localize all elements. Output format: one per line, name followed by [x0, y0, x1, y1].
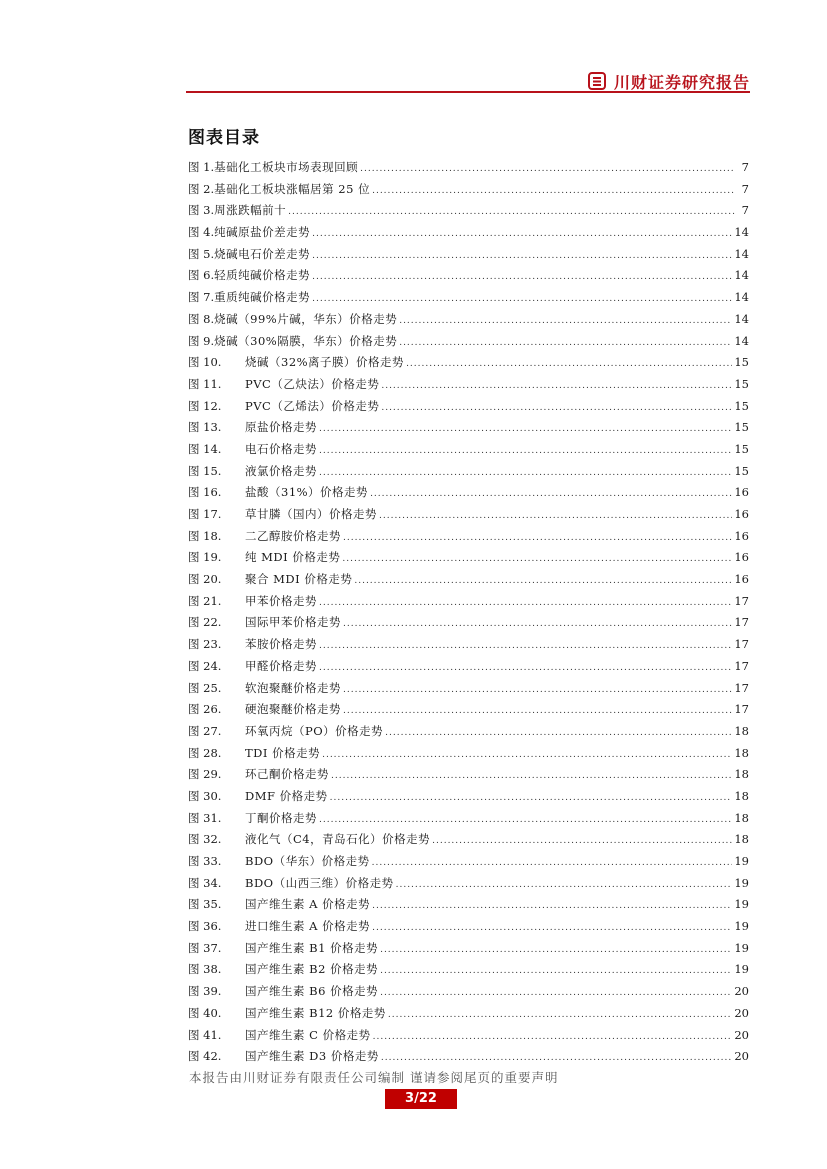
toc-entry-label: 国产维生素 B6 价格走势: [245, 984, 379, 999]
toc-page-number: 15: [734, 355, 749, 370]
toc-figure-number: 图 23.: [188, 637, 222, 652]
toc-dot-leader: [342, 549, 732, 571]
toc-entry[interactable]: [188, 851, 749, 873]
toc-page-number: 17: [734, 593, 749, 608]
toc-entry-label: TDI 价格走势: [245, 745, 321, 760]
toc-page-number: 18: [734, 832, 749, 847]
toc-page-number: 16: [734, 507, 749, 521]
toc-entry-label: 烧碱（30%隔膜，华东）价格走势: [214, 333, 398, 348]
toc-entry[interactable]: [188, 547, 749, 569]
toc-dot-leader: [343, 528, 732, 550]
toc-entry[interactable]: [188, 396, 749, 418]
toc-dot-leader: [432, 831, 732, 853]
toc-figure-number: 图 26.: [188, 702, 222, 717]
toc-figure-number: 图 9.: [188, 333, 215, 348]
chuancai-logo-icon: [588, 72, 606, 90]
toc-entry-label: 草甘膦（国内）价格走势: [245, 507, 377, 521]
toc-page-number: 16: [734, 572, 749, 587]
toc-dot-leader: [319, 463, 732, 485]
toc-entry-label: PVC（乙烯法）价格走势: [245, 398, 380, 413]
toc-dot-leader: [360, 159, 735, 181]
toc-page-number: 20: [734, 984, 749, 999]
toc-figure-number: 图 11.: [188, 376, 222, 391]
toc-entry-label: 环己酮价格走势: [245, 767, 329, 782]
toc-figure-number: 图 15.: [188, 463, 222, 478]
toc-figure-number: 图 27.: [188, 723, 222, 738]
toc-figure-number: 图 14.: [188, 441, 222, 456]
toc-figure-number: 图 41.: [188, 1027, 222, 1042]
toc-entry-label: 国产维生素 C 价格走势: [245, 1027, 371, 1042]
toc-entry-label: PVC（乙炔法）价格走势: [245, 376, 380, 391]
toc-entry[interactable]: [188, 699, 749, 721]
brand: [588, 70, 750, 92]
toc-entry[interactable]: [188, 244, 749, 266]
toc-dot-leader: [312, 224, 732, 246]
toc-entry[interactable]: [188, 656, 749, 678]
toc-entry-label: 甲醛价格走势: [245, 658, 317, 673]
toc-dot-leader: [380, 940, 732, 962]
toc-entry[interactable]: [188, 417, 749, 439]
toc-page-number: 19: [734, 919, 749, 934]
toc-page-number: 7: [741, 181, 749, 196]
toc-figure-number: 图 25.: [188, 680, 222, 695]
toc-entry-label: 盐酸（31%）价格走势: [245, 485, 369, 500]
toc-entry-label: 原盐价格走势: [245, 420, 317, 435]
toc-page-number: 18: [734, 788, 749, 803]
toc-dot-leader: [343, 614, 732, 636]
toc-figure-number: 图 21.: [188, 593, 222, 608]
toc-entry[interactable]: [188, 461, 749, 483]
toc-dot-leader: [399, 333, 732, 355]
toc-dot-leader: [354, 571, 732, 593]
toc-dot-leader: [312, 289, 732, 311]
toc-page-number: 14: [734, 268, 749, 283]
toc-entry-label: 重质纯碱价格走势: [214, 290, 311, 305]
toc-figure-number: 图 42.: [188, 1049, 222, 1064]
toc-page-number: 19: [734, 897, 749, 912]
toc-page-number: 15: [734, 376, 749, 391]
toc-dot-leader: [396, 875, 733, 897]
toc-entry[interactable]: [188, 439, 749, 461]
toc-dot-leader: [319, 419, 732, 441]
toc-dot-leader: [319, 658, 732, 680]
toc-figure-number: 图 18.: [188, 528, 222, 543]
toc-page-number: 16: [734, 485, 749, 500]
toc-page-number: 7: [741, 160, 749, 174]
toc-dot-leader: [372, 918, 732, 940]
toc-entry-label: 二乙醇胺价格走势: [245, 528, 341, 543]
toc-entry-label: 国产维生素 B1 价格走势: [245, 940, 379, 955]
toc-dot-leader: [381, 376, 732, 398]
toc-entry-label: 聚合 MDI 价格走势: [245, 572, 353, 587]
toc-dot-leader: [372, 181, 735, 203]
toc-entry[interactable]: [188, 374, 749, 396]
toc-figure-number: 图 40.: [188, 1005, 222, 1020]
toc-dot-leader: [330, 788, 733, 810]
toc-figure-number: 图 28.: [188, 745, 222, 760]
toc-entry-label: 纯 MDI 价格走势: [245, 550, 341, 565]
toc-entry[interactable]: [188, 504, 749, 526]
toc-title: 图表目录: [188, 128, 260, 148]
toc-entry-label: 硬泡聚醚价格走势: [245, 702, 341, 717]
toc-entry-label: 周涨跌幅前十: [214, 203, 287, 218]
toc-entry-label: 液氯价格走势: [245, 463, 317, 478]
toc-figure-number: 图 39.: [188, 984, 222, 999]
toc-entry-label: 液化气（C4，青岛石化）价格走势: [245, 832, 431, 847]
toc-entry-label: DMF 价格走势: [245, 788, 328, 803]
toc-dot-leader: [373, 1027, 733, 1049]
toc-entry[interactable]: [188, 764, 749, 786]
toc-entry-label: 轻质纯碱价格走势: [214, 268, 311, 283]
toc-page-number: 18: [734, 723, 749, 738]
toc-page-number: 20: [734, 1049, 749, 1064]
toc-figure-number: 图 33.: [188, 854, 222, 868]
page-number-badge: 3/22: [385, 1089, 457, 1109]
toc-dot-leader: [380, 961, 732, 983]
toc-figure-number: 图 16.: [188, 485, 222, 500]
toc-figure-number: 图 30.: [188, 788, 222, 803]
toc-dot-leader: [322, 745, 732, 767]
toc-figure-number: 图 37.: [188, 940, 222, 955]
toc-page-number: 15: [734, 398, 749, 413]
toc-figure-number: 图 8.: [188, 311, 215, 326]
toc-dot-leader: [406, 354, 732, 376]
toc-figure-number: 图 10.: [188, 355, 222, 370]
toc-page-number: 17: [734, 680, 749, 695]
toc-entry[interactable]: [188, 1046, 749, 1068]
toc-entry[interactable]: [188, 873, 749, 895]
toc-page-number: 18: [734, 810, 749, 825]
toc-dot-leader: [372, 896, 732, 918]
toc-entry[interactable]: [188, 612, 749, 634]
toc-entry[interactable]: [188, 569, 749, 591]
toc-page-number: 14: [734, 333, 749, 348]
toc-entry[interactable]: [188, 829, 749, 851]
toc-figure-number: 图 19.: [188, 550, 222, 565]
toc-page-number: 18: [734, 745, 749, 760]
toc-entry[interactable]: [188, 1025, 749, 1047]
toc-page-number: 19: [734, 875, 749, 890]
toc-page-number: 15: [734, 420, 749, 435]
toc-page-number: 19: [734, 854, 749, 868]
header-divider: [186, 91, 750, 93]
brand-text: 川财证券研究报告: [613, 72, 750, 92]
toc-entry-label: 国产维生素 B12 价格走势: [245, 1005, 386, 1020]
toc-page-number: 17: [734, 637, 749, 652]
toc-figure-number: 图 12.: [188, 398, 222, 413]
toc-figure-number: 图 6.: [188, 268, 215, 283]
toc-page-number: 20: [734, 1027, 749, 1042]
toc-entry[interactable]: [188, 786, 749, 808]
toc-dot-leader: [381, 398, 732, 420]
toc-entry[interactable]: [188, 157, 749, 179]
toc-figure-number: 图 3.: [188, 203, 215, 218]
toc-page-number: 17: [734, 702, 749, 717]
toc-entry-label: 烧碱（99%片碱，华东）价格走势: [214, 311, 398, 326]
toc-entry-label: 甲苯价格走势: [245, 593, 317, 608]
toc-figure-number: 图 2.: [188, 181, 215, 196]
toc-dot-leader: [319, 593, 732, 615]
toc-page-number: 15: [734, 463, 749, 478]
toc-dot-leader: [319, 636, 732, 658]
toc-dot-leader: [370, 484, 732, 506]
toc-figure-number: 图 1.: [188, 160, 215, 174]
toc-entry[interactable]: [188, 916, 749, 938]
page-header: [0, 0, 827, 100]
toc-entry[interactable]: [188, 352, 749, 374]
toc-entry[interactable]: [188, 743, 749, 765]
toc-figure-number: 图 13.: [188, 420, 222, 435]
toc-entry-label: 基础化工板块涨幅居第 25 位: [214, 181, 371, 196]
toc-page-number: 17: [734, 615, 749, 630]
toc-entry[interactable]: [188, 1003, 749, 1025]
toc-page-number: 16: [734, 528, 749, 543]
toc-entry[interactable]: [188, 287, 749, 309]
figure-toc-list: [188, 157, 749, 1068]
toc-entry[interactable]: [188, 179, 749, 201]
toc-entry-label: 国产维生素 D3 价格走势: [245, 1049, 379, 1064]
toc-dot-leader: [380, 983, 732, 1005]
toc-page-number: 19: [734, 940, 749, 955]
toc-entry[interactable]: [188, 222, 749, 244]
toc-entry[interactable]: [188, 482, 749, 504]
toc-entry[interactable]: [188, 591, 749, 613]
toc-page-number: 19: [734, 962, 749, 977]
toc-dot-leader: [319, 810, 732, 832]
toc-figure-number: 图 5.: [188, 246, 215, 261]
toc-figure-number: 图 24.: [188, 658, 222, 673]
toc-page-number: 14: [734, 225, 749, 240]
toc-entry-label: 基础化工板块市场表现回顾: [214, 160, 359, 174]
toc-entry[interactable]: [188, 200, 749, 222]
toc-figure-number: 图 31.: [188, 810, 222, 825]
toc-page-number: 20: [734, 1005, 749, 1020]
toc-entry-label: 环氧丙烷（PO）价格走势: [245, 723, 384, 738]
toc-entry[interactable]: [188, 331, 749, 353]
toc-entry[interactable]: [188, 721, 749, 743]
toc-dot-leader: [312, 267, 732, 289]
toc-figure-number: 图 20.: [188, 572, 222, 587]
toc-dot-leader: [385, 723, 732, 745]
toc-figure-number: 图 17.: [188, 507, 222, 521]
toc-figure-number: 图 34.: [188, 875, 222, 890]
toc-figure-number: 图 22.: [188, 615, 222, 630]
toc-entry-label: 进口维生素 A 价格走势: [245, 919, 371, 934]
toc-page-number: 16: [734, 550, 749, 565]
toc-entry[interactable]: [188, 938, 749, 960]
toc-figure-number: 图 32.: [188, 832, 222, 847]
toc-entry-label: 纯碱原盐价差走势: [214, 225, 311, 240]
toc-entry-label: 国产维生素 B2 价格走势: [245, 962, 379, 977]
toc-entry[interactable]: [188, 894, 749, 916]
toc-page-number: 17: [734, 658, 749, 673]
toc-entry-label: 软泡聚醚价格走势: [245, 680, 341, 695]
toc-figure-number: 图 36.: [188, 919, 222, 934]
toc-dot-leader: [343, 680, 732, 702]
toc-entry[interactable]: [188, 634, 749, 656]
toc-figure-number: 图 4.: [188, 225, 215, 240]
toc-page-number: 14: [734, 311, 749, 326]
toc-entry-label: BDO（山西三维）价格走势: [245, 875, 394, 890]
toc-entry-label: 国际甲苯价格走势: [245, 615, 341, 630]
toc-dot-leader: [343, 701, 732, 723]
toc-dot-leader: [372, 853, 733, 875]
toc-dot-leader: [331, 766, 732, 788]
toc-dot-leader: [312, 246, 732, 268]
footer-disclaimer: 本报告由川财证券有限责任公司编制 谨请参阅尾页的重要声明: [189, 1070, 559, 1085]
toc-entry[interactable]: [188, 808, 749, 830]
toc-dot-leader: [388, 1005, 732, 1027]
toc-entry[interactable]: [188, 981, 749, 1003]
toc-page-number: 18: [734, 767, 749, 782]
toc-figure-number: 图 35.: [188, 897, 222, 912]
toc-figure-number: 图 7.: [188, 290, 215, 305]
toc-dot-leader: [288, 202, 735, 224]
toc-entry-label: 烧碱电石价差走势: [214, 246, 311, 261]
toc-entry-label: 国产维生素 A 价格走势: [245, 897, 371, 912]
toc-entry-label: BDO（华东）价格走势: [245, 854, 370, 868]
toc-figure-number: 图 38.: [188, 962, 222, 977]
toc-entry[interactable]: [188, 309, 749, 331]
toc-entry[interactable]: [188, 678, 749, 700]
toc-entry-label: 烧碱（32%离子膜）价格走势: [245, 355, 405, 370]
toc-entry-label: 丁酮价格走势: [245, 810, 317, 825]
toc-entry-label: 苯胺价格走势: [245, 637, 317, 652]
toc-entry[interactable]: [188, 959, 749, 981]
toc-page-number: 15: [734, 441, 749, 456]
toc-page-number: 7: [741, 203, 749, 218]
toc-figure-number: 图 29.: [188, 767, 222, 782]
toc-dot-leader: [379, 506, 732, 528]
toc-dot-leader: [319, 441, 732, 463]
toc-dot-leader: [399, 311, 732, 333]
toc-page-number: 14: [734, 246, 749, 261]
toc-entry[interactable]: [188, 526, 749, 548]
toc-entry-label: 电石价格走势: [245, 441, 317, 456]
toc-dot-leader: [381, 1048, 733, 1070]
toc-page-number: 14: [734, 290, 749, 305]
toc-entry[interactable]: [188, 265, 749, 287]
